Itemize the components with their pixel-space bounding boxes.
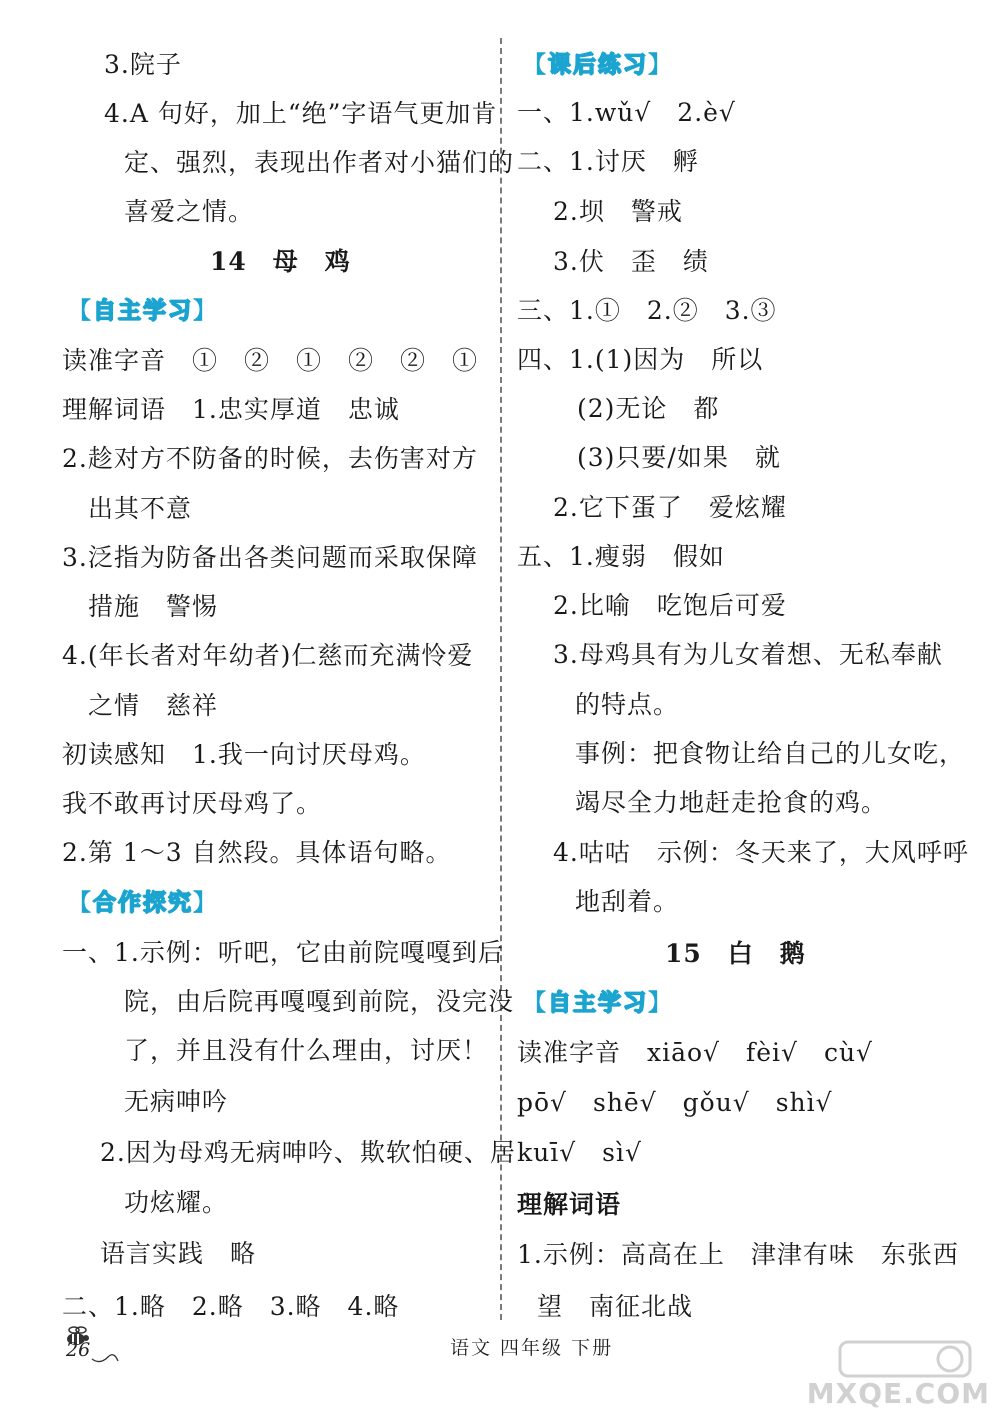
answer-line: 2.因为母鸡无病呻吟、欺软怕硬、居 <box>100 1138 516 1167</box>
answer-line: 读准字音 ① ② ① ② ② ① <box>62 346 479 375</box>
answer-line: 定、强烈，表现出作者对小猫们的 <box>124 148 515 177</box>
swirl-decoration-icon <box>90 1349 120 1365</box>
answer-line: 之情 慈祥 <box>62 691 219 720</box>
tag-zizhu-xuexi-2: 【自主学习】 <box>523 990 673 1016</box>
answer-line: 3.母鸡具有为儿女着想、无私奉献 <box>553 640 943 669</box>
answer-line: 功炫耀。 <box>124 1188 229 1217</box>
tag-hezuo-tanjiu: 【合作探究】 <box>68 890 218 916</box>
answer-line: 一、1.示例：听吧，它由前院嘎嘎到后 <box>62 938 504 967</box>
column-divider <box>500 38 502 1320</box>
answer-line: 3.伏 歪 绩 <box>553 247 709 276</box>
answer-line: 三、1.① 2.② 3.③ <box>517 296 777 325</box>
answer-line: 措施 警惕 <box>62 592 219 621</box>
answer-line: kuī√ sì√ <box>517 1138 642 1167</box>
answer-line: 理解词语 1.忠实厚道 忠诚 <box>62 395 400 424</box>
answer-line: 理解词语 <box>517 1190 622 1219</box>
watermark-text: MXQE.COM <box>806 1377 990 1410</box>
answer-line: 我不敢再讨厌母鸡了。 <box>62 789 323 818</box>
book-title: 语文 四年级 下册 <box>450 1337 614 1359</box>
answer-line: 院，由后院再嘎嘎到前院，没完没 <box>124 987 515 1016</box>
page-number: 26 <box>66 1339 91 1361</box>
answer-line: 4.咕咕 示例：冬天来了，大风呼呼 <box>553 838 969 867</box>
watermark-icon <box>810 1340 990 1380</box>
answer-line: 2.坝 警戒 <box>553 197 683 226</box>
answer-line: 4.(年长者对年幼者)仁慈而充满怜爱 <box>62 641 474 670</box>
answer-line: 五、1.瘦弱 假如 <box>517 542 725 571</box>
answer-line: (2)无论 都 <box>577 394 720 423</box>
section-title-14: 14 母 鸡 <box>210 247 351 276</box>
answer-line: 一、1.wǔ√ 2.è√ <box>517 98 736 127</box>
answer-line: 初读感知 1.我一向讨厌母鸡。 <box>62 740 426 769</box>
answer-line: 二、1.略 2.略 3.略 4.略 <box>62 1292 400 1321</box>
answer-line: 读准字音 xiāo√ fèi√ cù√ <box>517 1038 873 1067</box>
tag-label: 自主学习 <box>548 990 648 1016</box>
answer-line: 2.它下蛋了 爱炫耀 <box>553 493 787 522</box>
answer-line: 3.泛指为防备出各类问题而采取保障 <box>62 543 478 572</box>
answer-line: 事例：把食物让给自己的儿女吃， <box>575 739 966 768</box>
answer-line: 四、1.(1)因为 所以 <box>517 345 764 374</box>
answer-line: (3)只要/如果 就 <box>577 443 781 472</box>
answer-line: 2.比喻 吃饱后可爱 <box>553 591 787 620</box>
watermark-logo <box>806 1340 990 1410</box>
section-title-15: 15 白 鹅 <box>665 939 806 968</box>
answer-line: 的特点。 <box>575 690 680 719</box>
answer-line: 竭尽全力地赶走抢食的鸡。 <box>575 788 888 817</box>
answer-line: 2.趁对方不防备的时候，去伤害对方 <box>62 444 478 473</box>
tag-label: 课后练习 <box>548 52 648 78</box>
answer-line: 1.示例：高高在上 津津有味 东张西 <box>517 1240 959 1269</box>
answer-line: 出其不意 <box>62 494 193 523</box>
answer-line: pō√ shē√ gǒu√ shì√ <box>517 1088 833 1117</box>
answer-line: 了，并且没有什么理由，讨厌！ <box>124 1036 489 1065</box>
tag-zizhu-xuexi: 【自主学习】 <box>68 298 218 324</box>
answer-line: 二、1.讨厌 孵 <box>517 147 699 176</box>
answer-line: 地刮着。 <box>575 887 680 916</box>
answer-line: 喜爱之情。 <box>124 197 255 226</box>
answer-line: 无病呻吟 <box>124 1087 229 1116</box>
answer-line: 3.院子 <box>104 50 182 79</box>
tag-label: 合作探究 <box>93 890 193 916</box>
answer-line: 4.A 句好，加上“绝”字语气更加肯 <box>104 99 498 128</box>
answer-line: 语言实践 略 <box>100 1239 257 1268</box>
tag-label: 自主学习 <box>93 298 193 324</box>
answer-line: 2.第 1～3 自然段。具体语句略。 <box>62 838 452 867</box>
answer-line: 望 南征北战 <box>537 1292 694 1321</box>
tag-kehou-lianxi: 【课后练习】 <box>523 52 673 78</box>
